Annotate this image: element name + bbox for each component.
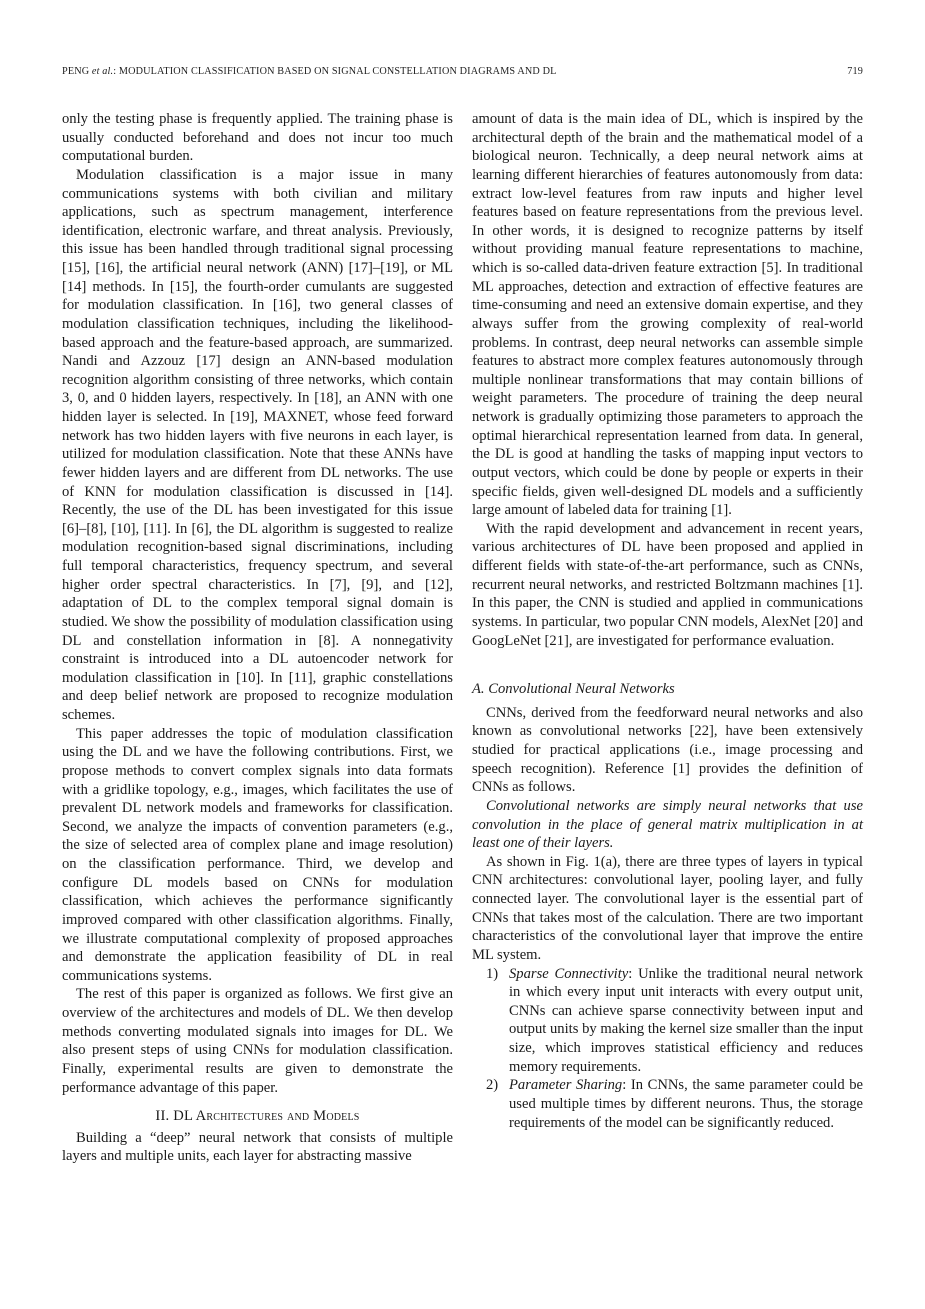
paragraph: With the rapid development and advancement in recent years, various architectures of DL have been proposed and applied in different fields with state-of-the-art performance, such as CNNs, recurrent neural networks, and restricted Boltzmann machines [1]. In this paper, the CNN is studied and applied in communications systems. In particular, two popular CNN models, AlexNet [20] and GoogLeNet [21], are investigated for performance evaluation. — [472, 520, 863, 649]
definition: Convolutional networks are simply neural networks that use convolution in the place of general matrix multiplication in at least one of their layers. — [472, 797, 863, 852]
left-column — [62, 110, 453, 1166]
paragraph: amount of data is the main idea of DL, which is inspired by the architectural depth of the brain and the mathematical model of a biological neuron. Technically, a deep neural network aims at learning different hierarchies of features autonomously from data: extract low-level features from raw inputs and higher level features based on feature representations from the previous level. In other words, it is designed to recognize patterns by itself without providing manual feature representations to machine, which is so-called data-driven feature extraction [5]. In traditional ML approaches, detection and extraction of effective features are time-consuming and need an extensive domain expertise, and they always suffer from the growing complexity of real-world problems. In contrast, deep neural networks can assemble simple features to abstract more complex features autonomously through multiple nonlinear transformations that may contain billions of weight parameters. The procedure of training the deep neural network is gradually optimizing those parameters to approach the optimal hierarchical representation learned from data. In general, the DL is good at handling the tasks of mapping input vectors to output vectors, which could be done by people or experts in their specific fields, given well-designed DL models and a sufficiently large amount of labeled data for training [1]. — [472, 111, 863, 519]
page-number: 719 — [847, 66, 863, 77]
running-header — [62, 66, 863, 77]
list-item-term: Sparse Connectivity — [509, 965, 629, 982]
section-heading — [62, 1107, 453, 1126]
paragraph: As shown in Fig. 1(a), there are three types of layers in typical CNN architectures: convolutional layer, pooling layer, and fully connected layer. The convolutional layer is the essential part of CNNs that takes most of the calculation. There are two important characteristics of the convolutional layer that improve the entire ML system. — [472, 853, 863, 963]
running-title: PENG et al.: MODULATION CLASSIFICATION BASED ON SIGNAL CONSTELLATION DIAGRAMS AND DL — [62, 66, 557, 77]
section-number: II. — [155, 1108, 174, 1125]
paragraph: This paper addresses the topic of modulation classification using the DL and we have the following contributions. First, we propose methods to convert complex signals into data formats with a gridlike topology, e.g., images, which facilitates the use of prevalent DL network models and frameworks for classification. Second, we analyze the impacts of convention parameters (e.g., the size of selected area of complex plane and image resolution) on the classification performance. Third, we develop and configure DL models based on CNNs for modulation classification, which achieves the performance significantly improved compared with other classification algorithms. Finally, we illustrate computational complexity of proposed approaches and demonstrate the application feasibility of DL in real communications systems. — [62, 725, 453, 984]
right-column — [472, 110, 863, 1132]
list-item-text: : In CNNs, the same parameter could be used multiple times by different neurons. Thus, the storage requirements of the model can be significantly reduced. — [509, 1077, 863, 1131]
list-item — [472, 1076, 863, 1132]
list-item-number: 2) — [486, 1077, 499, 1094]
list-item-text: : Unlike the traditional neural network in which every input unit interacts with every output unit, CNNs can achieve sparse connectivity between input and output units by making the kernel size smaller than the input size, which improves statistical efficiency and reduces memory requirements. — [509, 965, 863, 1075]
paragraph: The rest of this paper is organized as follows. We first give an overview of the architectures and models of DL. We then develop methods converting modulated signals into images for DL. We also present steps of using CNNs for modulation classification. Finally, experimental results are given to demonstrate the performance advantage of this paper. — [62, 986, 453, 1096]
paragraph: Modulation classification is a major issue in many communications systems with both civilian and military applications, such as spectrum management, interference identification, electronic warfare, and threat analysis. Previously, this issue has been handled through traditional signal processing [15], [16], the artificial neural network (ANN) [17]–[19], or ML [14] methods. In [15], the fourth-order cumulants are suggested for modulation classification. In [16], two general classes of modulation classification techniques, including the likelihood-based approach and the feature-based approach, are summarized. Nandi and Azzouz [17] design an ANN-based modulation recognition algorithm consisting of three networks, which contain 3, 0, and 0 hidden layers, respectively. In [18], an ANN with one hidden layer is selected. In [19], MAXNET, whose feed forward network has two hidden layers with five neurons in each layer, is utilized for modulation classification. Note that these ANNs have fewer hidden layers and are different from DL networks. The use of KNN for modulation classification is discussed in [14]. Recently, the use of the DL has been investigated for this issue [6]–[8], [10], [11]. In [6], the DL algorithm is suggested to realize modulation recognition-based signal discriminations, including full temporal characteristics, frequency spectrum, and several higher order spectral characteristics. In [7], [9], and [12], adaptation of DL to the complex temporal signal domain is studied. We show the possibility of modulation classification using DL and constellation information in [8]. A nonnegativity constraint is introduced into a DL autoencoder network for modulation classification in [10]. In [11], graphic constellations and deep belief network are proposed to recognize modulation schemes. — [62, 166, 453, 723]
list-item-number: 1) — [486, 965, 499, 982]
paragraph: CNNs, derived from the feedforward neural networks and also known as convolutional networks [22], have been extensively studied for practical applications (i.e., image processing and speech recognition). Reference [1] provides the definition of CNNs as follows. — [472, 704, 863, 796]
paragraph: only the testing phase is frequently applied. The training phase is usually conducted beforehand and does not incur too much computational burden. — [62, 111, 453, 165]
list-item — [472, 965, 863, 1077]
section-title: DL Architectures and Models — [173, 1108, 360, 1125]
enumerated-list — [472, 965, 863, 1133]
list-item-term: Parameter Sharing — [509, 1077, 623, 1094]
subsection-heading: A. Convolutional Neural Networks — [472, 681, 675, 698]
paragraph: Building a “deep” neural network that consists of multiple layers and multiple units, each layer for abstracting massive — [62, 1129, 453, 1165]
